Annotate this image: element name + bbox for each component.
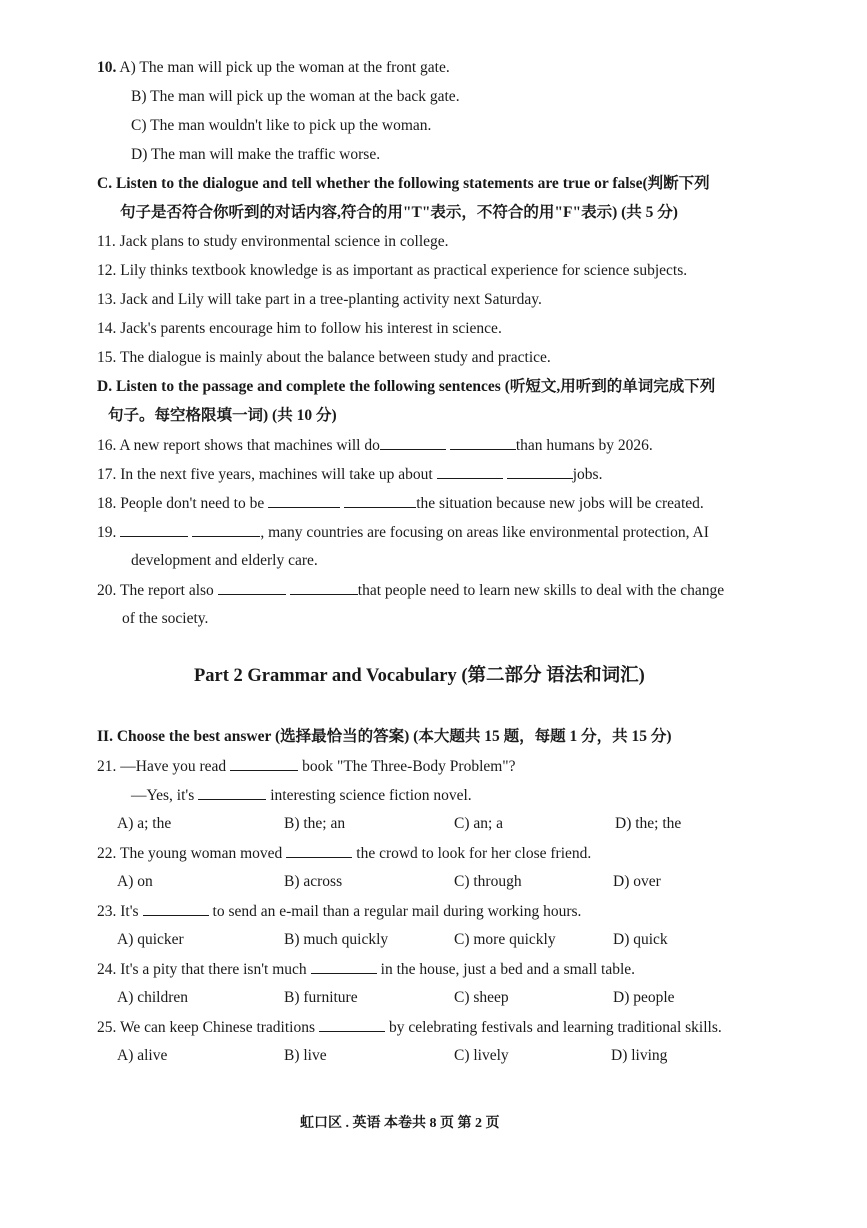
- q10-option-b: B) The man will pick up the woman at the back gate.: [131, 88, 460, 105]
- sentence-19-post: , many countries are focusing on areas like environmental protection, AI: [260, 524, 709, 541]
- part2-title: Part 2 Grammar and Vocabulary (第二部分 语法和词汇): [194, 666, 645, 686]
- question-21-pre: 21. —Have you read: [97, 758, 227, 775]
- statement-15: 15. The dialogue is mainly about the balance between study and practice.: [97, 349, 551, 366]
- sentence-20-post: that people need to learn new skills to deal with the change: [357, 582, 725, 599]
- question-25-pre: 25. We can keep Chinese traditions: [97, 1019, 315, 1036]
- q21-option-d[interactable]: D) the; the: [615, 815, 682, 832]
- statement-12: 12. Lily thinks textbook knowledge is as important as practical experience for science subjects.: [97, 262, 688, 279]
- q24-option-c[interactable]: C) sheep: [454, 989, 509, 1006]
- statement-14: 14. Jack's parents encourage him to follow his interest in science.: [97, 320, 502, 337]
- sentence-20-pre: 20. The report also: [97, 582, 214, 599]
- question-23-stem: [97, 901, 581, 922]
- blank-20b[interactable]: [290, 580, 358, 595]
- question-24-stem: [97, 959, 635, 980]
- section-ii-heading: II. Choose the best answer (选择最恰当的答案) (本大题共 15 题，每题 1 分，共 15 分): [97, 728, 672, 745]
- q21-option-c[interactable]: C) an; a: [454, 815, 504, 832]
- q22-option-b[interactable]: B) across: [284, 873, 343, 890]
- question-22-post: the crowd to look for her close friend.: [356, 845, 592, 862]
- sentence-18-pre: 18. People don't need to be: [97, 495, 265, 512]
- blank-20a[interactable]: [218, 580, 286, 595]
- question-24-pre: 24. It's a pity that there isn't much: [97, 961, 307, 978]
- question-25-stem: [97, 1017, 722, 1038]
- blank-18b[interactable]: [344, 493, 416, 508]
- q10-option-a: [97, 58, 450, 78]
- q21-option-a[interactable]: A) a; the: [117, 815, 172, 832]
- q23-option-a[interactable]: A) quicker: [117, 931, 184, 948]
- sentence-19-pre: 19.: [97, 524, 117, 541]
- question-25-post: by celebrating festivals and learning traditional skills.: [389, 1019, 722, 1036]
- q24-option-b[interactable]: B) furniture: [284, 989, 358, 1006]
- question-23-post: to send an e-mail than a regular mail during working hours.: [212, 903, 582, 920]
- q23-option-b[interactable]: B) much quickly: [284, 931, 389, 948]
- q10-number: 10.: [97, 59, 117, 76]
- q25-option-c[interactable]: C) lively: [454, 1047, 509, 1064]
- section-d-heading: D. Listen to the passage and complete the following sentences (听短文,用听到的单词完成下列: [97, 378, 716, 395]
- question-23-pre: 23. It's: [97, 903, 139, 920]
- sentence-18-post: the situation because new jobs will be created.: [416, 495, 704, 512]
- sentence-20-cont: of the society.: [122, 610, 209, 627]
- blank-22[interactable]: [286, 843, 352, 858]
- section-c-heading: C. Listen to the dialogue and tell whether the following statements are true or false(判断下列: [97, 175, 710, 192]
- q22-option-d[interactable]: D) over: [613, 873, 661, 890]
- question-21-stem-2: [131, 785, 472, 806]
- sentence-18: [97, 493, 704, 514]
- statement-13: 13. Jack and Lily will take part in a tree-planting activity next Saturday.: [97, 291, 542, 308]
- blank-19a[interactable]: [120, 522, 188, 537]
- blank-23[interactable]: [143, 901, 209, 916]
- q21-option-b[interactable]: B) the; an: [284, 815, 346, 832]
- q25-option-b[interactable]: B) live: [284, 1047, 327, 1064]
- q22-option-c[interactable]: C) through: [454, 873, 522, 890]
- sentence-17-pre: 17. In the next five years, machines will take up about: [97, 466, 433, 483]
- question-22-pre: 22. The young woman moved: [97, 845, 283, 862]
- q25-option-d[interactable]: D) living: [611, 1047, 668, 1064]
- q24-option-a[interactable]: A) children: [117, 989, 189, 1006]
- q23-option-d[interactable]: D) quick: [613, 931, 668, 948]
- q23-option-c[interactable]: C) more quickly: [454, 931, 556, 948]
- blank-21b[interactable]: [198, 785, 266, 800]
- q24-option-d[interactable]: D) people: [613, 989, 675, 1006]
- question-24-post: in the house, just a bed and a small table.: [380, 961, 636, 978]
- blank-18a[interactable]: [268, 493, 340, 508]
- blank-25[interactable]: [319, 1017, 385, 1032]
- section-d-heading-cont: 句子。每空格限填一词) (共 10 分): [108, 407, 337, 424]
- q10-option-c: C) The man wouldn't like to pick up the woman.: [131, 117, 432, 134]
- sentence-19-cont: development and elderly care.: [131, 552, 318, 569]
- blank-21a[interactable]: [230, 756, 298, 771]
- question-21-post: book "The Three-Body Problem"?: [302, 758, 516, 775]
- sentence-16: [97, 435, 653, 456]
- question-21-stem: [97, 756, 516, 777]
- statement-11: 11. Jack plans to study environmental science in college.: [97, 233, 449, 250]
- q22-option-a[interactable]: A) on: [117, 873, 153, 890]
- section-c-heading-cont: 句子是否符合你听到的对话内容,符合的用"T"表示，不符合的用"F"表示) (共 5 分): [120, 204, 678, 221]
- blank-24[interactable]: [311, 959, 377, 974]
- blank-17a[interactable]: [437, 464, 503, 479]
- blank-19b[interactable]: [192, 522, 260, 537]
- q25-option-a[interactable]: A) alive: [117, 1047, 168, 1064]
- question-22-stem: [97, 843, 591, 864]
- sentence-17-post: jobs.: [572, 466, 603, 483]
- blank-17b[interactable]: [507, 464, 573, 479]
- blank-16a[interactable]: [380, 435, 446, 450]
- sentence-17: [97, 464, 602, 485]
- blank-16b[interactable]: [450, 435, 516, 450]
- question-21-pre-2: —Yes, it's: [131, 787, 195, 804]
- q10-option-d: D) The man will make the traffic worse.: [131, 146, 381, 163]
- sentence-19: [97, 522, 709, 543]
- sentence-16-post: than humans by 2026.: [515, 437, 653, 454]
- q10-option-a-text: A) The man will pick up the woman at the front gate.: [119, 59, 450, 76]
- sentence-16-pre: 16. A new report shows that machines will do: [97, 437, 380, 454]
- sentence-20: [97, 580, 724, 601]
- question-21-post-2: interesting science fiction novel.: [270, 787, 472, 804]
- page-footer: 虹口区 . 英语 本卷共 8 页 第 2 页: [300, 1116, 500, 1131]
